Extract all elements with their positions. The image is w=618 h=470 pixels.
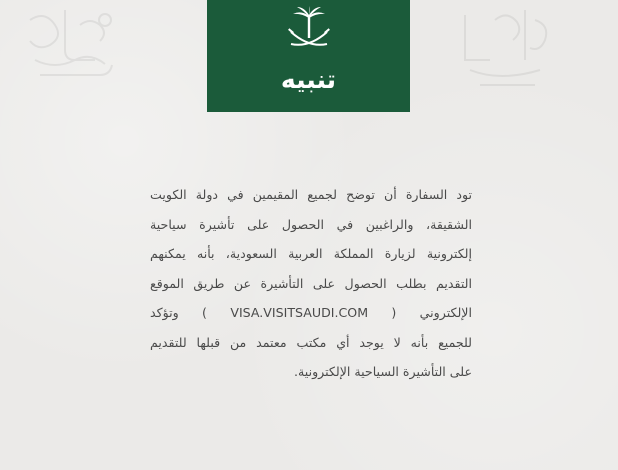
body-line-3: إلكترونية لزيارة المملكة العربية السعودية، بأنه يمكنهم (150, 246, 472, 261)
body-line-6: للجميع بأنه لا يوجد أي مكتب معتمد من قبلها للتقديم (150, 334, 472, 350)
watermark-calligraphy-right-icon (455, 0, 565, 100)
saudi-emblem-icon (285, 6, 333, 52)
body-line-5: الإلكتروني ( VISA.VISITSAUDI.COM ) وتؤكد (150, 305, 472, 320)
announcement-body (150, 180, 472, 387)
body-line-7: على التأشيرة السياحية الإلكترونية. (294, 364, 472, 379)
header-banner (207, 0, 410, 112)
body-line-4: التقديم بطلب الحصول على التأشيرة عن طريق الموقع (150, 275, 472, 291)
watermark-calligraphy-left-icon (20, 0, 130, 100)
body-line-1: تود السفارة أن توضح لجميع المقيمين في دولة الكويت (150, 187, 472, 202)
body-line-2: الشقيقة، والراغبين في الحصول على تأشيرة سياحية (150, 216, 472, 232)
page-title: تنبيه (280, 65, 337, 94)
